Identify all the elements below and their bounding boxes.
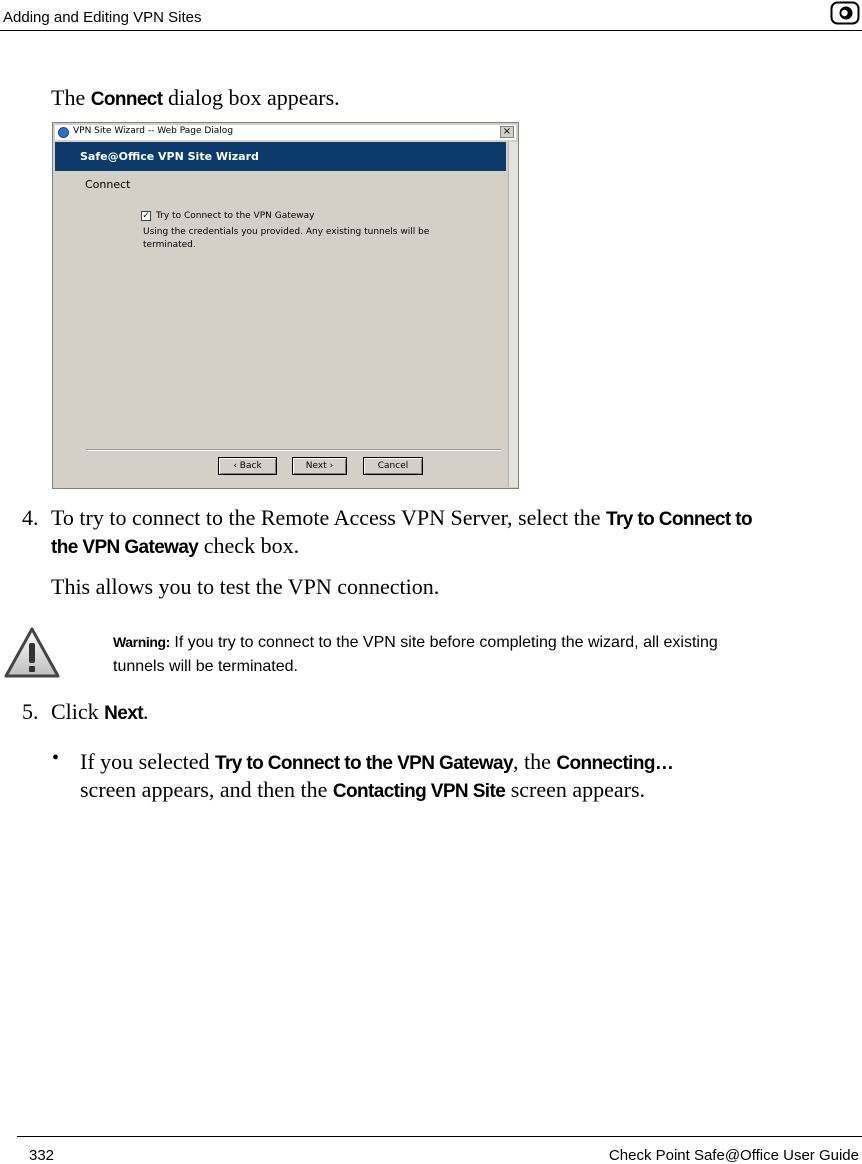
bullet-line-1: If you selected Try to Connect to the VPN Gateway, the Connecting… bbox=[80, 749, 674, 774]
connect-dialog-screenshot bbox=[52, 122, 519, 489]
guide-title: Check Point Safe@Office User Guide bbox=[608, 1147, 859, 1164]
step-4-number: 4. bbox=[22, 505, 39, 530]
wizard-banner-title: Safe@Office VPN Site Wizard bbox=[80, 150, 259, 163]
next-button[interactable]: Next › bbox=[292, 457, 347, 475]
page-footer bbox=[17, 1136, 862, 1163]
step-4-subtext: This allows you to test the VPN connection. bbox=[51, 574, 440, 599]
dialog-divider bbox=[86, 449, 501, 451]
step-4-line-2: the VPN Gateway check box. bbox=[51, 533, 300, 558]
step-5-text: Click Next. bbox=[51, 699, 149, 724]
wizard-banner bbox=[55, 142, 506, 171]
dialog-note: Using the credentials you provided. Any existing tunnels will be terminated. bbox=[143, 227, 430, 250]
page-header bbox=[0, 0, 862, 31]
page-number: 332 bbox=[29, 1147, 55, 1164]
step-4-line-1: To try to connect to the Remote Access VPN Server, select the Try to Connect to bbox=[51, 505, 753, 530]
bullet-line-2: screen appears, and then the Contacting VPN Site screen appears. bbox=[80, 777, 646, 802]
back-button[interactable]: ‹ Back bbox=[218, 457, 277, 475]
dialog-section-title: Connect bbox=[85, 178, 131, 191]
browser-icon bbox=[58, 127, 69, 138]
cancel-button[interactable]: Cancel bbox=[363, 457, 423, 475]
bullet-glyph: • bbox=[52, 747, 60, 769]
dialog-titlebar bbox=[55, 125, 516, 140]
header-title: Adding and Editing VPN Sites bbox=[3, 9, 202, 26]
try-connect-checkbox[interactable]: ✓ bbox=[142, 211, 150, 221]
close-icon[interactable]: × bbox=[500, 126, 514, 138]
dialog-scrollbar[interactable] bbox=[508, 142, 518, 487]
try-connect-checkbox-label[interactable]: Try to Connect to the VPN Gateway bbox=[156, 211, 315, 221]
intro-keyword: Connect bbox=[90, 89, 163, 110]
dialog-window-title: VPN Site Wizard -- Web Page Dialog bbox=[73, 126, 234, 136]
warning-icon bbox=[3, 626, 61, 680]
warning-label: Warning: bbox=[113, 634, 170, 650]
intro-paragraph: The Connect dialog box appears. bbox=[51, 85, 340, 110]
step-5-number: 5. bbox=[22, 699, 39, 724]
warning-text: Warning: If you try to connect to the VPN site before completing the wizard, all existing tunnels will be terminated. bbox=[113, 634, 718, 675]
check-point-logo-icon bbox=[830, 1, 860, 25]
